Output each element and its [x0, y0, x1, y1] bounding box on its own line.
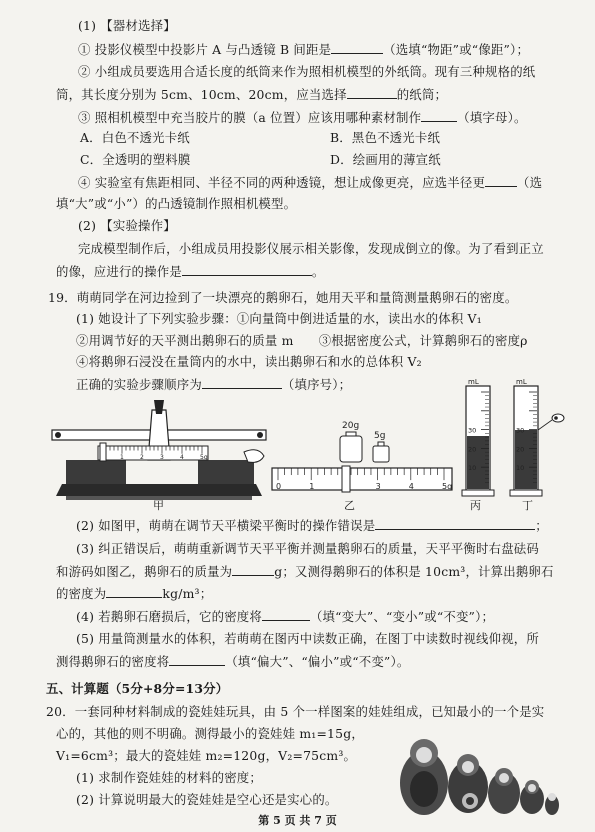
weight-label-20g: 20g	[342, 421, 360, 431]
unit-ml: mL	[516, 378, 527, 386]
answer-blank[interactable]	[232, 563, 274, 576]
question-line	[56, 585, 212, 602]
option-d: D．绘画用的薄宣纸	[330, 152, 441, 167]
text: 测得鹅卵石的密度将	[56, 654, 170, 669]
question-line: 填“大”或“小”）的凸透镜制作照相机模型。	[56, 196, 297, 211]
sub-heading-operation: (2) 【实验操作】	[78, 218, 176, 233]
unit-ml: mL	[468, 378, 479, 386]
scale-number: 5g	[200, 454, 208, 461]
scale-number: 4	[180, 454, 184, 461]
question-line: (5) 用量筒测量水的体积，若萌萌在图丙中读数正确，在图丁中读数时视线仰视，所	[76, 631, 539, 646]
answer-blank[interactable]	[375, 517, 535, 530]
option-c: C．全透明的塑料膜	[80, 152, 191, 167]
balance-nut	[55, 432, 61, 438]
question-line	[56, 86, 447, 103]
cylinder-base	[462, 490, 494, 496]
scale-number: 1	[120, 454, 124, 461]
question-line: (1) 她设计了下列实验步骤：①向量筒中倒进适量的水，读出水的体积 V₁	[76, 311, 482, 326]
text: 。	[311, 264, 325, 279]
option-a: A．白色不透光卡纸	[80, 130, 190, 145]
cylinder-mark-label: 20	[468, 445, 477, 454]
answer-blank[interactable]	[347, 86, 397, 99]
scale-number: 3	[375, 482, 381, 491]
text: （填字母）。	[457, 110, 527, 125]
question-line	[78, 174, 542, 191]
cylinder-mark-label: 10	[516, 464, 525, 473]
weight-knob	[346, 432, 356, 436]
rider-scale	[98, 446, 208, 460]
text: 的像，应进行的操作是	[56, 264, 182, 279]
figure-label-ding: 丁	[522, 499, 533, 512]
rider	[100, 443, 106, 461]
text: kg/m³；	[162, 586, 213, 601]
answer-blank[interactable]	[202, 376, 282, 389]
question-line	[78, 41, 529, 58]
answer-blank[interactable]	[182, 263, 312, 276]
weight-label-5g: 5g	[374, 431, 386, 441]
text: （选填“物距”或“像距”）；	[383, 42, 530, 57]
question-line	[76, 376, 351, 393]
balance-base	[56, 484, 262, 496]
text: （填“变大”、“变小”或“不变”）；	[309, 609, 495, 624]
hand-icon	[244, 450, 264, 463]
section-title: 五、计算题（5分+8分=13分）	[46, 681, 229, 696]
question-part: (1) 求制作瓷娃娃的材料的密度；	[76, 770, 262, 785]
text: （填“偏大”、“偏小”或“不变”）。	[225, 654, 410, 669]
answer-blank[interactable]	[331, 41, 383, 54]
cylinder-mark-label: 10	[468, 464, 477, 473]
text: （填序号）；	[281, 377, 352, 392]
text: (2) 如图甲，萌萌在调节天平横梁平衡时的操作错误是	[76, 518, 376, 533]
sight-line	[538, 420, 552, 430]
figure-label-yi: 乙	[344, 499, 355, 512]
question-part: (2) 计算说明最大的瓷娃娃是空心还是实心的。	[76, 792, 338, 807]
question-line: 完成模型制作后，小组成员用投影仪展示相关影像，发现成倒立的像。为了看到正立	[78, 241, 544, 256]
question-line	[78, 109, 527, 126]
balance-nut	[257, 432, 263, 438]
question-line: 心的，其他的则不明确。测得最小的瓷娃娃 m₁=15g，	[56, 726, 364, 741]
eye-pupil	[554, 416, 558, 420]
weight-20g	[340, 436, 362, 462]
right-pan	[198, 460, 254, 484]
text: （选	[517, 175, 543, 190]
cylinder-mark-label: 30	[468, 426, 477, 435]
left-pan	[66, 460, 126, 484]
weight-5g	[373, 446, 389, 462]
text: ④ 实验室有焦距相同、半径不同的两种透镜，想让成像更亮，应选半径更	[78, 175, 486, 190]
nesting-dolls-image	[398, 725, 560, 817]
text: 筒，其长度分别为 5cm、10cm、20cm，应当选择	[56, 87, 347, 102]
weights-and-scale-figure	[270, 416, 456, 494]
answer-blank[interactable]	[262, 608, 310, 621]
scale-number: 3	[160, 454, 164, 461]
text: 的纸筒；	[396, 87, 448, 102]
scale-number: 5g	[442, 482, 453, 491]
question-line	[76, 517, 548, 534]
page-footer: 第 5 页 共 7 页	[258, 814, 337, 827]
question-20-stem: 20．一套同种材料制成的瓷娃娃玩具，由 5 个一样图案的娃娃组成，已知最小的一个是实	[46, 704, 545, 719]
answer-blank[interactable]	[485, 174, 517, 187]
question-line	[56, 653, 409, 670]
figure-label-jia: 甲	[153, 499, 164, 512]
question-19-stem: 19．萌萌同学在河边捡到了一块漂亮的鹅卵石，她用天平和量筒测量鹅卵石的密度。	[48, 290, 518, 305]
text: 的密度为	[56, 586, 107, 601]
cylinder-figure-bing	[460, 374, 500, 498]
scale-number: 2	[140, 454, 144, 461]
scale-number: 1	[309, 482, 315, 491]
weight-knob	[378, 442, 384, 446]
scale-number: 0	[276, 482, 282, 491]
answer-blank[interactable]	[421, 109, 457, 122]
question-line: ②用调节好的天平测出鹅卵石的质量 m ③根据密度公式，计算鹅卵石的密度ρ	[76, 333, 528, 348]
water-column	[467, 436, 489, 489]
scale-number: 4	[408, 482, 414, 491]
text: ；	[535, 518, 548, 533]
question-line: (3) 纠正错误后，萌萌重新调节天平平衡并测量鹅卵石的质量，天平平衡时右盘砝码	[76, 541, 539, 556]
answer-blank[interactable]	[106, 585, 162, 598]
question-line: ② 小组成员要选用合适长度的纸筒来作为照相机模型的外纸筒。现有三种规格的纸	[78, 64, 536, 79]
text: ① 投影仪模型中投影片 A 与凸透镜 B 间距是	[78, 42, 332, 57]
eye-icon	[552, 414, 564, 422]
answer-blank[interactable]	[169, 653, 225, 666]
question-line	[56, 263, 325, 280]
text: 正确的实验步骤顺序为	[76, 377, 202, 392]
question-line: V₁=6cm³；最大的瓷娃娃 m₂=120g，V₂=75cm³。	[56, 748, 357, 763]
text: g；又测得鹅卵石的体积是 10cm³，计算出鹅卵石	[274, 564, 554, 579]
question-line	[76, 608, 494, 625]
figure-label-bing: 丙	[470, 499, 481, 512]
question-line: ④将鹅卵石浸没在量筒内的水中，读出鹅卵石和水的总体积 V₂	[76, 354, 422, 369]
text: 和游码如图乙，鹅卵石的质量为	[56, 564, 233, 579]
cylinder-mark-label: 20	[516, 445, 525, 454]
rider-ruler	[272, 468, 452, 490]
cylinder-figure-ding	[506, 374, 566, 498]
question-line	[56, 563, 554, 580]
sub-heading-equipment: (1) 【器材选择】	[78, 18, 176, 33]
cylinder-mark-label: 30	[516, 426, 525, 435]
text: ③ 照相机模型中充当胶片的膜（a 位置）应该用哪种素材制作	[78, 110, 422, 125]
rider	[342, 466, 350, 492]
option-b: B．黑色不透光卡纸	[330, 130, 441, 145]
text: (4) 若鹅卵石磨损后，它的密度将	[76, 609, 262, 624]
cylinder-base	[510, 490, 542, 496]
